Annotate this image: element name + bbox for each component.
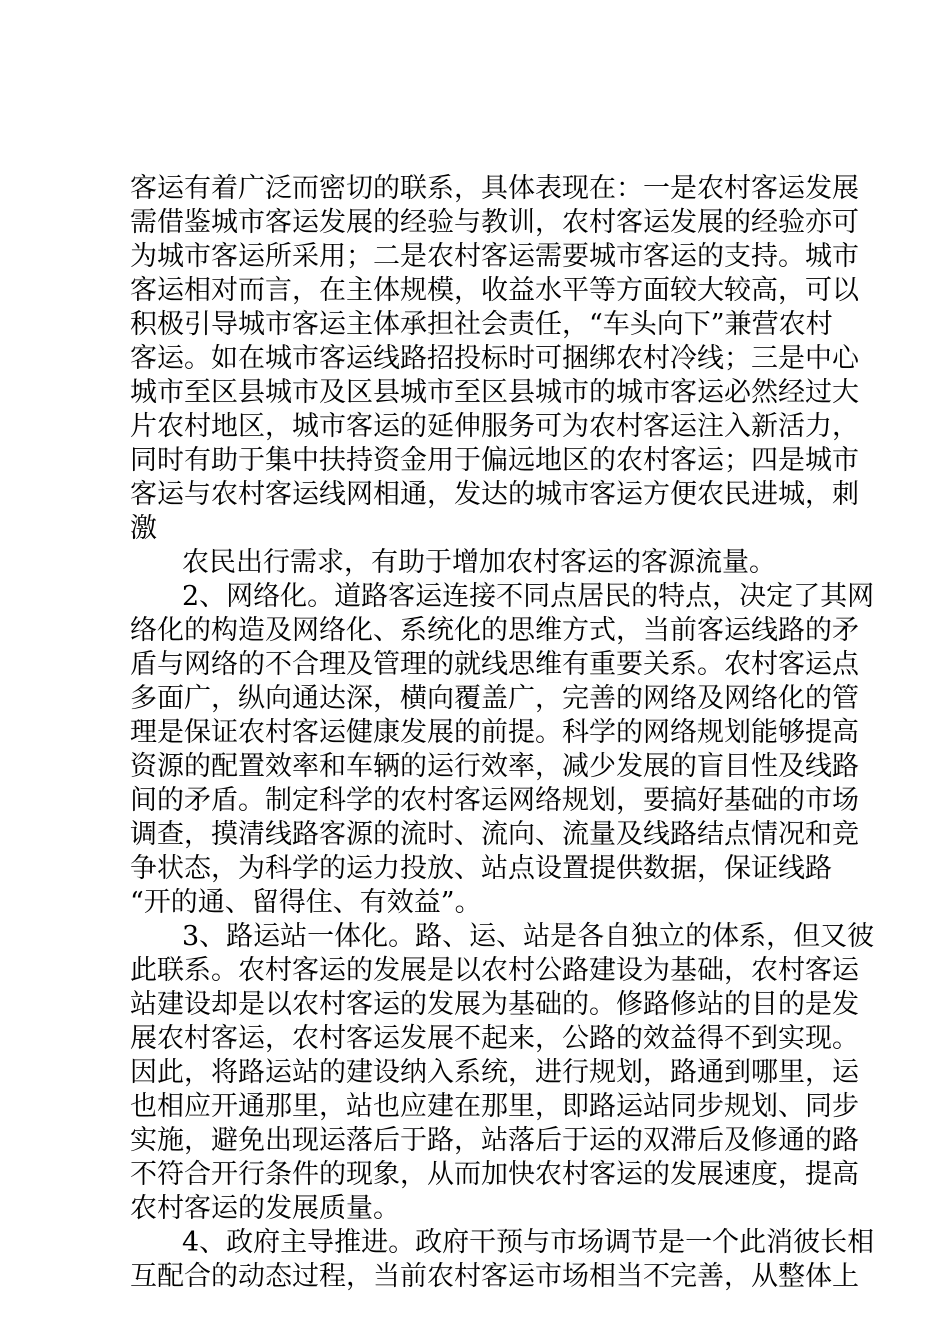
text-line: 需借鉴城市客运发展的经验与教训，农村客运发展的经验亦可: [130, 207, 859, 238]
text-line: 客运与农村客运线网相通，发达的城市客运方便农民进城，刺: [130, 479, 859, 510]
text-line: 客运有着广泛而密切的联系，具体表现在：一是农村客运发展: [130, 173, 859, 204]
text-line: 盾与网络的不合理及管理的就线思维有重要关系。农村客运点: [130, 649, 859, 680]
text-line: 理是保证农村客运健康发展的前提。科学的网络规划能够提高: [130, 717, 859, 748]
text-line: 调查，摸清线路客源的流时、流向、流量及线路结点情况和竞: [130, 819, 859, 850]
text-line: 城市至区县城市及区县城市至区县城市的城市客运必然经过大: [130, 377, 859, 408]
text-line: 间的矛盾。制定科学的农村客运网络规划，要搞好基础的市场: [130, 785, 859, 816]
text-line: 不符合开行条件的现象，从而加快农村客运的发展速度，提高: [130, 1159, 859, 1190]
text-line: 为城市客运所采用；二是农村客运需要城市客运的支持。城市: [130, 241, 859, 272]
text-line: “开的通、留得住、有效益”。: [130, 887, 482, 918]
text-line: 客运。如在城市客运线路招投标时可捆绑农村冷线；三是中心: [130, 343, 859, 374]
paragraph-start-line: 4、政府主导推进。政府干预与市场调节是一个此消彼长相: [182, 1227, 875, 1258]
text-line: 激: [130, 513, 157, 544]
text-line: 也相应开通那里，站也应建在那里，即路运站同步规划、同步: [130, 1091, 859, 1122]
text-line: 络化的构造及网络化、系统化的思维方式，当前客运线路的矛: [130, 615, 859, 646]
text-line: 展农村客运，农村客运发展不起来，公路的效益得不到实现。: [130, 1023, 859, 1054]
text-line: 片农村地区，城市客运的延伸服务可为农村客运注入新活力，: [130, 411, 859, 442]
text-line: 争状态，为科学的运力投放、站点设置提供数据，保证线路: [130, 853, 832, 884]
text-line: 实施，避免出现运落后于路，站落后于运的双滞后及修通的路: [130, 1125, 859, 1156]
text-line: 多面广，纵向通达深，横向覆盖广，完善的网络及网络化的管: [130, 683, 859, 714]
text-line: 同时有助于集中扶持资金用于偏远地区的农村客运；四是城市: [130, 445, 859, 476]
text-line: 互配合的动态过程，当前农村客运市场相当不完善，从整体上: [130, 1261, 859, 1292]
text-line: 因此，将路运站的建设纳入系统，进行规划，路通到哪里，运: [130, 1057, 859, 1088]
text-line: 积极引导城市客运主体承担社会责任，“车头向下”兼营农村: [130, 309, 833, 340]
text-line: 站建设却是以农村客运的发展为基础的。修路修站的目的是发: [130, 989, 859, 1020]
text-line: 此联系。农村客运的发展是以农村公路建设为基础，农村客运: [130, 955, 859, 986]
text-line: 客运相对而言，在主体规模，收益水平等方面较大较高，可以: [130, 275, 859, 306]
text-line: 农村客运的发展质量。: [130, 1193, 400, 1224]
paragraph-start-line: 2、网络化。道路客运连接不同点居民的特点，决定了其网: [182, 581, 875, 612]
text-line: 资源的配置效率和车辆的运行效率，减少发展的盲目性及线路: [130, 751, 859, 782]
paragraph-start-line: 3、路运站一体化。路、运、站是各自独立的体系，但又彼: [182, 921, 875, 952]
paragraph-start-line: 农民出行需求，有助于增加农村客运的客源流量。: [182, 547, 776, 578]
